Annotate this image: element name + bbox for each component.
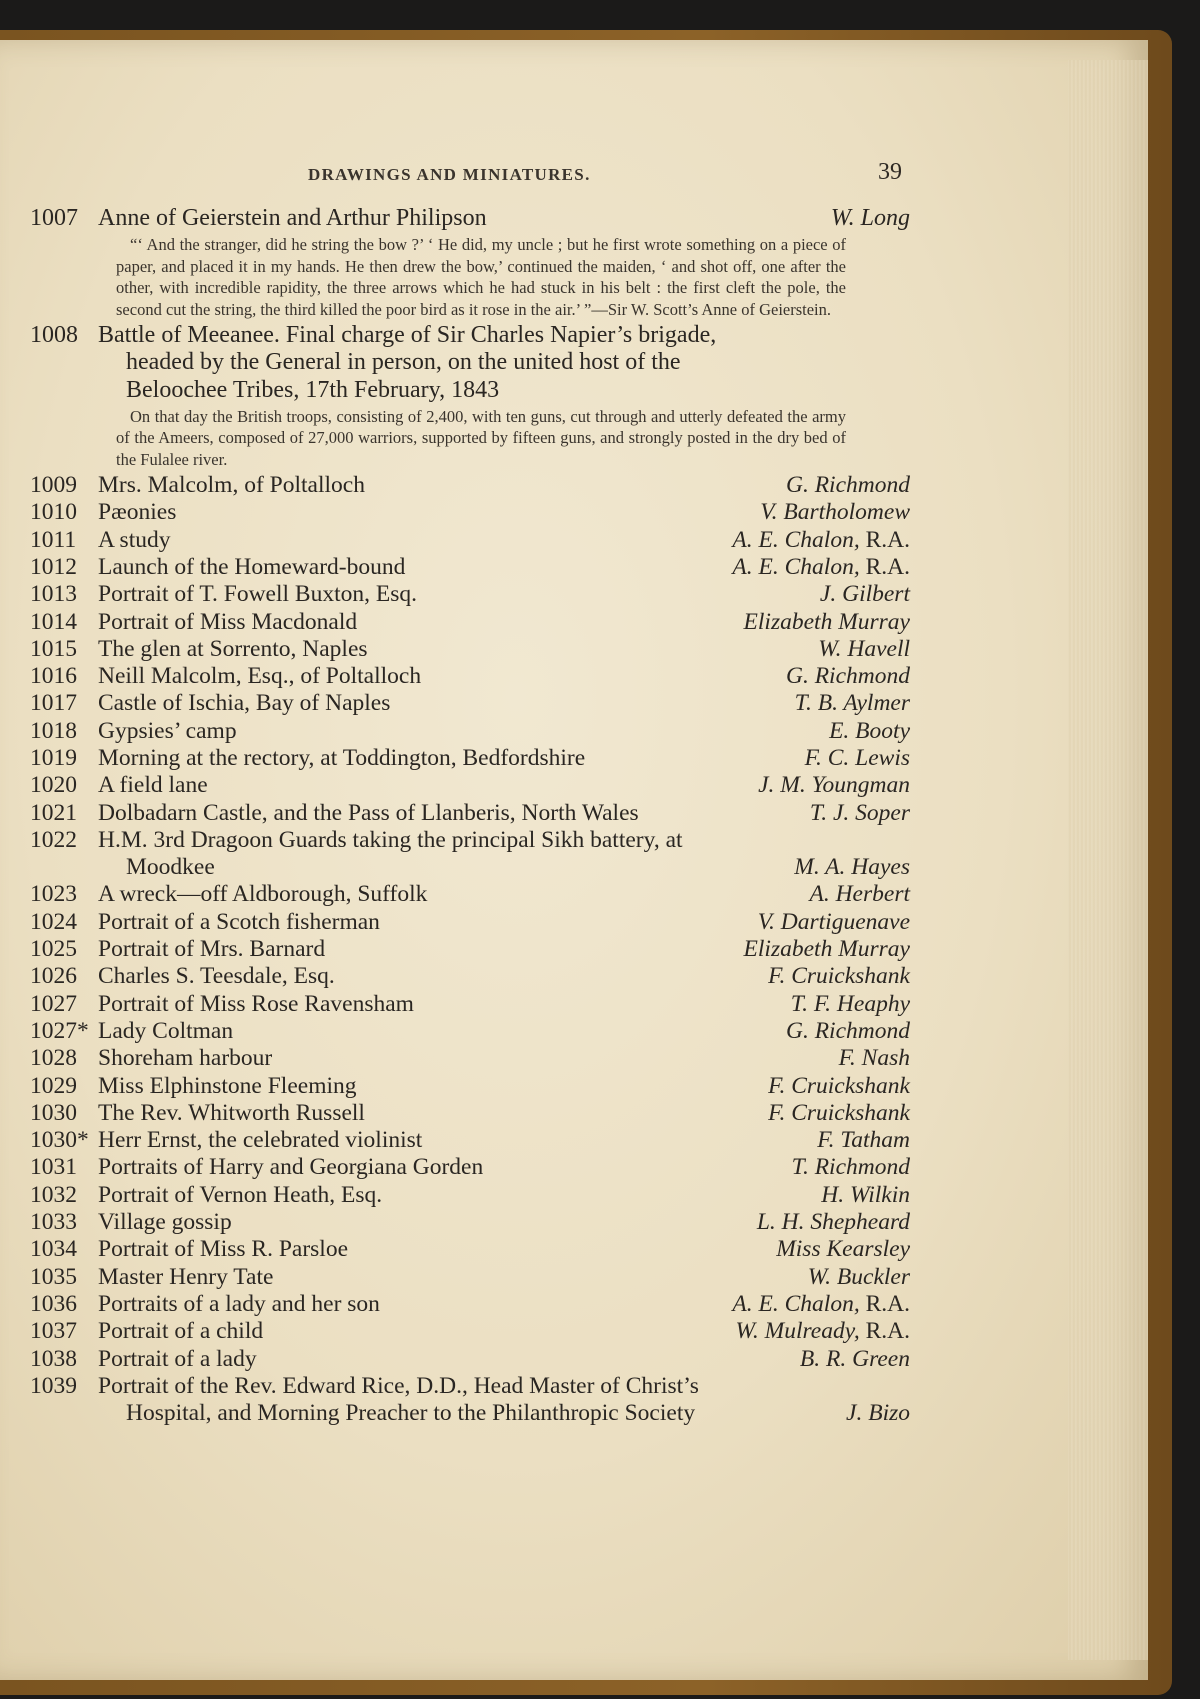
catalogue-entry [30, 1373, 910, 1428]
entry-artist-wrap [758, 772, 910, 799]
entry-artist: F. Cruickshank [768, 1099, 910, 1126]
catalogue-entry [30, 1127, 910, 1154]
entry-title: Miss Elphinstone Fleeming [98, 1072, 357, 1099]
entry-artist: E. Booty [829, 717, 910, 744]
entry-number: 1030* [30, 1127, 89, 1154]
entry-artist: B. R. Green [799, 1345, 910, 1372]
entry-title: Portrait of a lady [98, 1345, 257, 1372]
entry-artist-wrap [776, 1236, 910, 1263]
entry-title-continued: Hospital, and Morning Preacher to the Philanthropic Society [126, 1400, 696, 1427]
entry-title: A study [98, 526, 171, 553]
entry-artist-wrap [818, 636, 910, 663]
entry-list [30, 472, 910, 1427]
entry-title: Pæonies [98, 499, 177, 526]
page-number: 39 [878, 159, 902, 185]
catalogue-entry [30, 609, 910, 636]
entry-number: 1013 [30, 581, 77, 608]
catalogue-entry [30, 322, 910, 470]
entry-artist: H. Wilkin [821, 1181, 910, 1208]
entry-number: 1022 [30, 826, 77, 853]
entry-number: 1020 [30, 772, 77, 799]
entry-artist-wrap [821, 1182, 910, 1209]
entry-artist: M. A. Hayes [794, 854, 910, 881]
entry-number: 1027 [30, 990, 77, 1017]
catalogue-entry [30, 772, 910, 799]
catalogue-entry [30, 800, 910, 827]
catalogue-entry [30, 499, 910, 526]
entry-artist-wrap [817, 1127, 910, 1154]
entry-artist-wrap [809, 881, 910, 908]
catalogue-entry [30, 936, 910, 963]
entry-artist-honour: R.A. [865, 1318, 910, 1345]
entry-title: Portrait of Mrs. Barnard [98, 936, 326, 963]
catalogue-entry [30, 636, 910, 663]
entry-number: 1018 [30, 717, 77, 744]
entry-title: Portrait of the Rev. Edward Rice, D.D., Head Master of Christ’s [98, 1372, 699, 1399]
entry-number: 1034 [30, 1236, 77, 1263]
entry-artist-wrap [786, 1018, 910, 1045]
entry-title: Portrait of Vernon Heath, Esq. [98, 1181, 383, 1208]
entry-artist: W. Havell [818, 635, 910, 662]
entry-artist-wrap [810, 800, 910, 827]
entry-title-continued: headed by the General in person, on the united host of the [126, 349, 681, 376]
entry-number: 1011 [30, 526, 77, 553]
entry-number: 1009 [30, 472, 77, 499]
entry-number: 1035 [30, 1263, 77, 1290]
entry-number: 1031 [30, 1154, 77, 1181]
page-header [0, 159, 1148, 195]
entry-artist-honour: R.A. [865, 553, 910, 580]
entry-artist: W. Buckler [807, 1263, 910, 1290]
entry-title: Portrait of Miss R. Parsloe [98, 1236, 349, 1263]
catalogue-entry [30, 527, 910, 554]
entry-title: Portraits of Harry and Georgiana Gorden [98, 1154, 484, 1181]
entry-artist-wrap [820, 581, 910, 608]
entry-artist: A. Herbert [809, 881, 910, 908]
entry-number: 1010 [30, 499, 77, 526]
entry-artist-honour: R.A. [865, 526, 910, 553]
entry-artist: J. Bizo [846, 1400, 910, 1427]
entry-number: 1015 [30, 635, 77, 662]
entry-title: The Rev. Whitworth Russell [98, 1099, 365, 1126]
entry-number: 1025 [30, 936, 77, 963]
entry-title: Portrait of Miss Macdonald [98, 608, 358, 635]
catalogue-entry [30, 1045, 910, 1072]
catalogue-entry [30, 1264, 910, 1291]
entry-title: Neill Malcolm, Esq., of Poltalloch [98, 663, 422, 690]
entry-artist-wrap [744, 609, 910, 636]
entry-title: A wreck—off Aldborough, Suffolk [98, 881, 428, 908]
entry-artist: A. E. Chalon, [732, 553, 860, 580]
entry-artist: L. H. Shepheard [756, 1209, 910, 1236]
catalogue-entry [30, 1154, 910, 1181]
entry-title: Herr Ernst, the celebrated violinist [98, 1127, 423, 1154]
catalogue-entry [30, 1346, 910, 1373]
entry-artist-wrap [792, 1154, 910, 1181]
catalogue-entry [30, 745, 910, 772]
entry-artist: G. Richmond [785, 1017, 910, 1044]
entry-artist-wrap [829, 718, 910, 745]
entry-title: Morning at the rectory, at Toddington, Bedfordshire [98, 745, 586, 771]
entry-artist: A. E. Chalon, [732, 526, 860, 553]
entry-title: Launch of the Homeward-bound [98, 553, 406, 580]
catalogue-entry [30, 1236, 910, 1263]
entry-number: 1027* [30, 1017, 89, 1044]
entry-artist: T. Richmond [791, 1154, 910, 1181]
entry-artist: J. Gilbert [819, 581, 910, 608]
entry-number: 1037 [30, 1318, 77, 1345]
catalogue-entry [30, 1018, 910, 1045]
entry-artist: W. Long [830, 205, 910, 231]
catalogue-entry [30, 991, 910, 1018]
entry-artist-wrap [732, 1291, 910, 1318]
entry-note: “‘ And the stranger, did he string the bow ?’ ‘ He did, my uncle ; but he first wrote something on a piece of paper, and placed it in my hands. He then drew the bow,’ continued the maiden, ‘ and shot off, one after the other, with incredible rapidity, the three arrows which he had stuck in his belt : the first cleft the pole, the second cut the string, the third killed the poor bird as it rose in the air.’ ”—Sir W. Scott’s Anne of Geierstein. [116, 235, 846, 319]
catalogue-entry [30, 963, 910, 990]
entry-title: A field lane [98, 772, 208, 799]
entry-artist-wrap [768, 963, 910, 990]
entry-artist-wrap [760, 499, 910, 526]
entry-artist-wrap [758, 909, 910, 936]
catalogue-entry [30, 690, 910, 717]
catalogue-entry [30, 205, 910, 320]
entry-title: Castle of Ischia, Bay of Naples [98, 690, 391, 717]
catalogue-entry [30, 1100, 910, 1127]
entry-number: 1008 [30, 321, 78, 348]
entry-title: Dolbadarn Castle, and the Pass of Llanberis, North Wales [98, 799, 639, 826]
entry-number: 1016 [30, 663, 77, 690]
catalogue-entries [30, 205, 910, 1427]
entry-artist-honour: R.A. [865, 1290, 910, 1317]
entry-artist: V. Bartholomew [760, 499, 910, 526]
entry-title: Portrait of Miss Rose Ravensham [98, 990, 414, 1017]
entry-artist: A. E. Chalon, [732, 1290, 860, 1317]
entry-number: 1033 [30, 1209, 77, 1236]
entry-artist-wrap [791, 991, 910, 1018]
catalogue-entry [30, 909, 910, 936]
entry-number: 1017 [30, 690, 77, 717]
entry-number: 1021 [30, 799, 77, 826]
entry-artist-wrap [795, 690, 910, 717]
entry-title: Shoreham harbour [98, 1045, 273, 1072]
entry-number: 1007 [30, 205, 78, 231]
entry-title-continued: Beloochee Tribes, 17th February, 1843 [126, 376, 500, 403]
entry-number: 1028 [30, 1045, 77, 1072]
entry-title: Portrait of a Scotch fisherman [98, 908, 380, 935]
entry-number: 1026 [30, 963, 77, 990]
entry-number: 1029 [30, 1072, 77, 1099]
entry-artist-wrap [808, 1264, 910, 1291]
entry-title: Master Henry Tate [98, 1263, 274, 1290]
entry-artist: F. Tatham [817, 1127, 910, 1154]
entry-artist: Elizabeth Murray [743, 936, 910, 963]
entry-number: 1014 [30, 608, 77, 635]
entry-artist-wrap [805, 745, 910, 772]
entry-artist-wrap [732, 554, 910, 581]
catalogue-entry [30, 554, 910, 581]
entry-title: Portrait of T. Fowell Buxton, Esq. [98, 581, 417, 608]
entry-number: 1038 [30, 1345, 77, 1372]
entry-artist: G. Richmond [785, 472, 910, 499]
entry-artist: F. Cruickshank [768, 1072, 910, 1099]
entry-artist-wrap [786, 472, 910, 499]
entry-title: Battle of Meeanee. Final charge of Sir Charles Napier’s brigade, [98, 321, 717, 348]
entry-artist: V. Dartiguenave [757, 908, 910, 935]
entry-artist: T. J. Soper [809, 799, 910, 826]
catalogue-entry [30, 718, 910, 745]
catalogue-entry [30, 1073, 910, 1100]
catalogue-entry [30, 881, 910, 908]
entry-number: 1023 [30, 881, 77, 908]
entry-number: 1024 [30, 908, 77, 935]
catalogue-entry [30, 1318, 910, 1345]
entry-number: 1012 [30, 553, 77, 580]
entry-title: Lady Coltman [98, 1017, 234, 1044]
entry-title: Village gossip [98, 1209, 232, 1236]
entry-artist-wrap [744, 936, 910, 963]
entry-artist-wrap [786, 663, 910, 690]
entry-artist-wrap [732, 527, 910, 554]
catalogue-entry [30, 1291, 910, 1318]
catalogue-entry [30, 472, 910, 499]
catalogue-entry [30, 1209, 910, 1236]
entry-artist-wrap [800, 1346, 910, 1373]
entry-artist: F. Nash [838, 1045, 910, 1072]
entry-title: Mrs. Malcolm, of Poltalloch [98, 472, 365, 499]
entry-title: The glen at Sorrento, Naples [98, 635, 368, 662]
entry-title: Portrait of a child [98, 1318, 264, 1345]
entry-artist: T. F. Heaphy [790, 990, 910, 1017]
entry-artist: Elizabeth Murray [743, 608, 910, 635]
entry-note: On that day the British troops, consisting of 2,400, with ten guns, cut through and utterly defeated the army of the Ameers, composed of 27,000 warriors, supported by fifteen guns, and strongly posted in the dry bed of the Fulalee river. [116, 406, 846, 469]
entry-number: 1036 [30, 1290, 77, 1317]
entry-title: Portraits of a lady and her son [98, 1290, 380, 1317]
running-head: DRAWINGS AND MINIATURES. [308, 165, 591, 184]
entry-artist: J. M. Youngman [758, 772, 910, 799]
entry-title: H.M. 3rd Dragoon Guards taking the principal Sikh battery, at [98, 826, 683, 853]
entry-artist-wrap [768, 1100, 910, 1127]
entry-artist-wrap [757, 1209, 910, 1236]
entry-number: 1032 [30, 1181, 77, 1208]
entry-title: Charles S. Teesdale, Esq. [98, 963, 335, 990]
page-edges [1068, 60, 1148, 1660]
entry-artist: W. Mulready, [735, 1318, 860, 1345]
entry-number: 1019 [30, 745, 77, 771]
entry-title: Gypsies’ camp [98, 717, 237, 744]
entry-artist: F. C. Lewis [804, 745, 910, 771]
catalogue-entry [30, 581, 910, 608]
entry-number: 1030 [30, 1099, 77, 1126]
entry-artist-wrap [735, 1318, 910, 1345]
catalogue-entry [30, 663, 910, 690]
entry-artist-wrap [839, 1045, 910, 1072]
entry-title-continued: Moodkee [126, 854, 215, 881]
catalogue-entry [30, 1182, 910, 1209]
catalogue-entry [30, 827, 910, 882]
entry-artist: T. B. Aylmer [794, 690, 910, 717]
entry-artist: G. Richmond [785, 663, 910, 690]
entry-artist: Miss Kearsley [776, 1236, 910, 1263]
entry-artist: F. Cruickshank [768, 963, 910, 990]
entry-number: 1039 [30, 1372, 77, 1399]
entry-artist-wrap [768, 1073, 910, 1100]
entry-title: Anne of Geierstein and Arthur Philipson [98, 205, 487, 231]
